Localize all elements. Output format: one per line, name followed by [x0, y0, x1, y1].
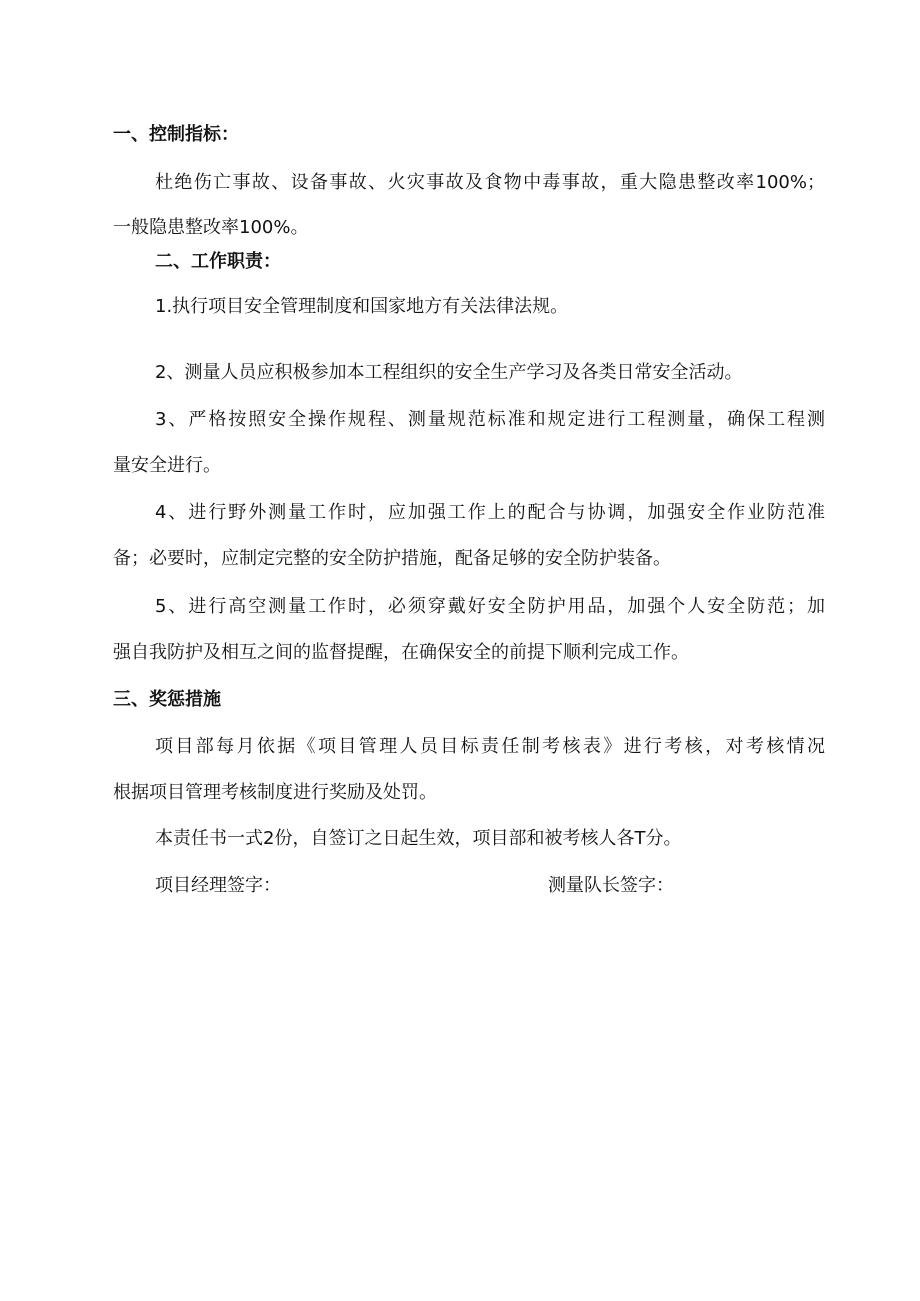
list-item-continuation: 备；必要时，应制定完整的安全防护措施，配备足够的安全防护装备。: [113, 548, 671, 569]
list-item: 4、进行野外测量工作时，应加强工作上的配合与协调，加强安全作业防范准: [155, 502, 825, 523]
paragraph-line: 一般隐患整改率100%。: [113, 217, 309, 238]
signature-label-survey-team-leader: 测量队长签字：: [548, 875, 674, 896]
section-heading-job-duties: 二、工作职责：: [155, 251, 281, 272]
paragraph-line: 杜绝伤亡事故、设备事故、火灾事故及食物中毒事故，重大隐患整改率100%；: [155, 172, 825, 193]
list-item-continuation: 强自我防护及相互之间的监督提醒，在确保安全的前提下顺利完成工作。: [113, 642, 689, 663]
list-item: 1.执行项目安全管理制度和国家地方有关法律法规。: [155, 296, 569, 317]
list-item: 5、进行高空测量工作时，必须穿戴好安全防护用品，加强个人安全防范；加: [155, 596, 825, 617]
list-item-continuation: 量安全进行。: [113, 455, 221, 476]
section-heading-control-targets: 一、控制指标：: [113, 124, 239, 145]
paragraph-line: 项目部每月依据《项目管理人员目标责任制考核表》进行考核，对考核情况: [155, 736, 825, 757]
list-item: 3、严格按照安全操作规程、测量规范标准和规定进行工程测量，确保工程测: [155, 409, 825, 430]
list-item: 2、测量人员应积极参加本工程组织的安全生产学习及各类日常安全活动。: [155, 362, 743, 383]
copies-note: 本责任书一式2份，自签订之日起生效，项目部和被考核人各T分。: [155, 828, 682, 849]
section-heading-rewards-penalties: 三、奖惩措施: [113, 689, 221, 710]
signature-label-project-manager: 项目经理签字：: [155, 875, 281, 896]
paragraph-line: 根据项目管理考核制度进行奖励及处罚。: [113, 782, 437, 803]
